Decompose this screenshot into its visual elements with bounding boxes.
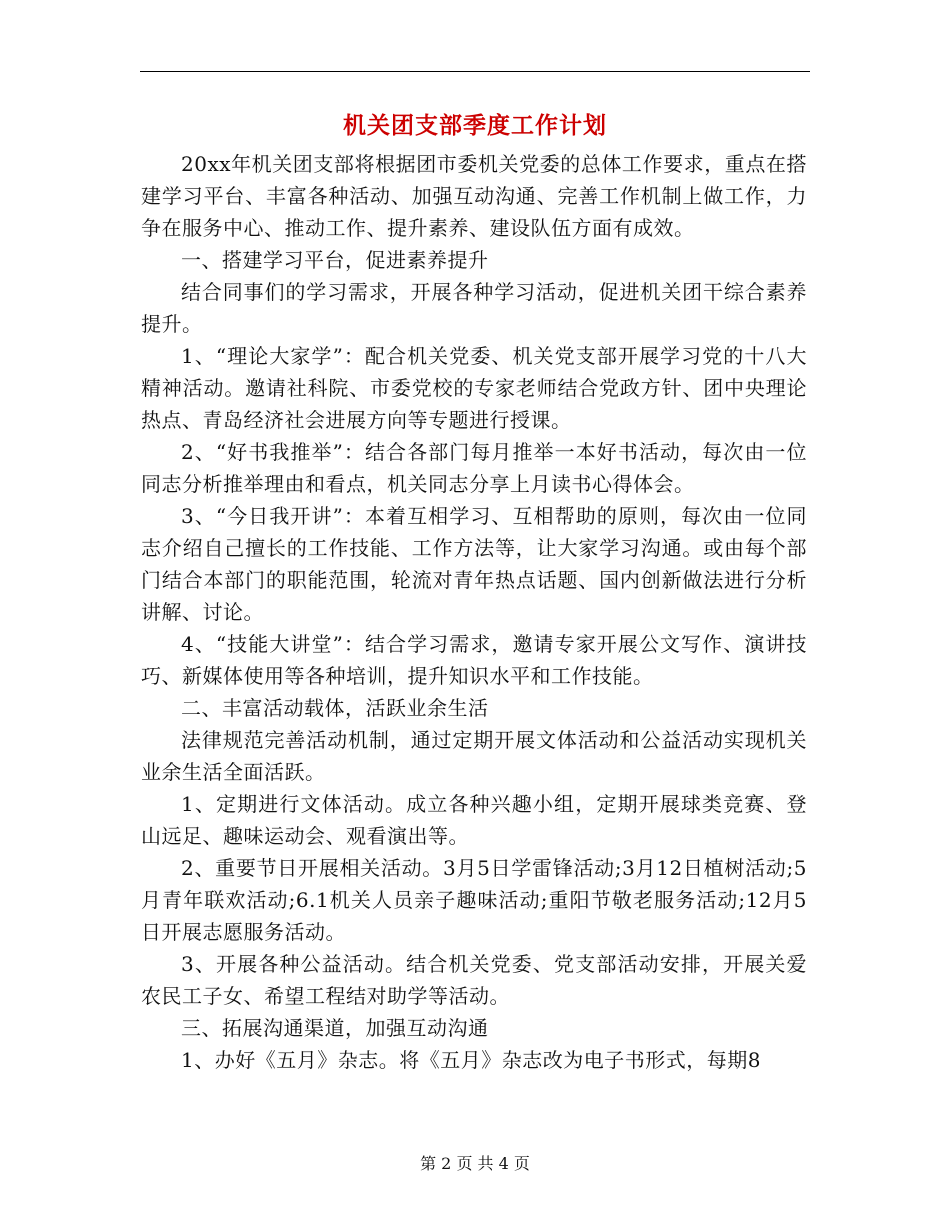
section-heading-2: 二、丰富活动载体，活跃业余生活 bbox=[181, 696, 489, 720]
footer-prefix: 第 bbox=[420, 1154, 437, 1173]
current-page-number: 2 bbox=[441, 1154, 452, 1173]
list-item-skills-lecture: 4、“技能大讲堂”：结合学习需求，邀请专家开展公文写作、演讲技巧、新媒体使用等各种培训，提升知识水平和工作技能。 bbox=[141, 632, 807, 688]
list-item-public-welfare: 3、开展各种公益活动。结合机关党委、党支部活动安排，开展关爱农民工子女、希望工程结对助学等活动。 bbox=[141, 952, 807, 1008]
list-item-holiday-activities: 2、重要节日开展相关活动。3月5日学雷锋活动;3月12日植树活动;5月青年联欢活动;6.1机关人员亲子趣味活动;重阳节敬老服务活动;12月5日开展志愿服务活动。 bbox=[141, 856, 807, 944]
body-paragraph: 法律规范完善活动机制，通过定期开展文体活动和公益活动实现机关业余生活全面活跃。 bbox=[141, 728, 807, 784]
header-rule bbox=[140, 71, 810, 72]
section-heading-1: 一、搭建学习平台，促进素养提升 bbox=[181, 248, 489, 272]
body-paragraph: 结合同事们的学习需求，开展各种学习活动，促进机关团干综合素养提升。 bbox=[141, 280, 807, 336]
page-footer bbox=[0, 1153, 950, 1175]
list-item-sports-activities: 1、定期进行文体活动。成立各种兴趣小组，定期开展球类竞赛、登山远足、趣味运动会、观看演出等。 bbox=[141, 792, 807, 848]
document-body bbox=[141, 148, 807, 1076]
intro-paragraph: 20xx年机关团支部将根据团市委机关党委的总体工作要求，重点在搭建学习平台、丰富各种活动、加强互动沟通、完善工作机制上做工作，力争在服务中心、推动工作、提升素养、建设队伍方面有成效。 bbox=[141, 152, 807, 240]
total-pages-number: 4 bbox=[498, 1154, 509, 1173]
section-heading-3: 三、拓展沟通渠道，加强互动沟通 bbox=[181, 1016, 489, 1040]
footer-suffix: 页 bbox=[513, 1154, 530, 1173]
list-item-theory-study: 1、“理论大家学”：配合机关党委、机关党支部开展学习党的十八大精神活动。邀请社科院、市委党校的专家老师结合党政方针、团中央理论热点、青岛经济社会进展方向等专题进行授课。 bbox=[141, 344, 807, 432]
list-item-book-recommend: 2、“好书我推举”：结合各部门每月推举一本好书活动，每次由一位同志分析推举理由和看点，机关同志分享上月读书心得体会。 bbox=[141, 440, 807, 496]
footer-middle: 页 共 bbox=[456, 1154, 494, 1173]
document-title: 机关团支部季度工作计划 bbox=[343, 113, 607, 139]
list-item-today-talk: 3、“今日我开讲”：本着互相学习、互相帮助的原则，每次由一位同志介绍自己擅长的工作技能、工作方法等，让大家学习沟通。或由每个部门结合本部门的职能范围，轮流对青年热点话题、国内创新做法进行分析讲解、讨论。 bbox=[141, 504, 807, 624]
list-item-magazine: 1、办好《五月》杂志。将《五月》杂志改为电子书形式，每期8 bbox=[181, 1048, 761, 1072]
